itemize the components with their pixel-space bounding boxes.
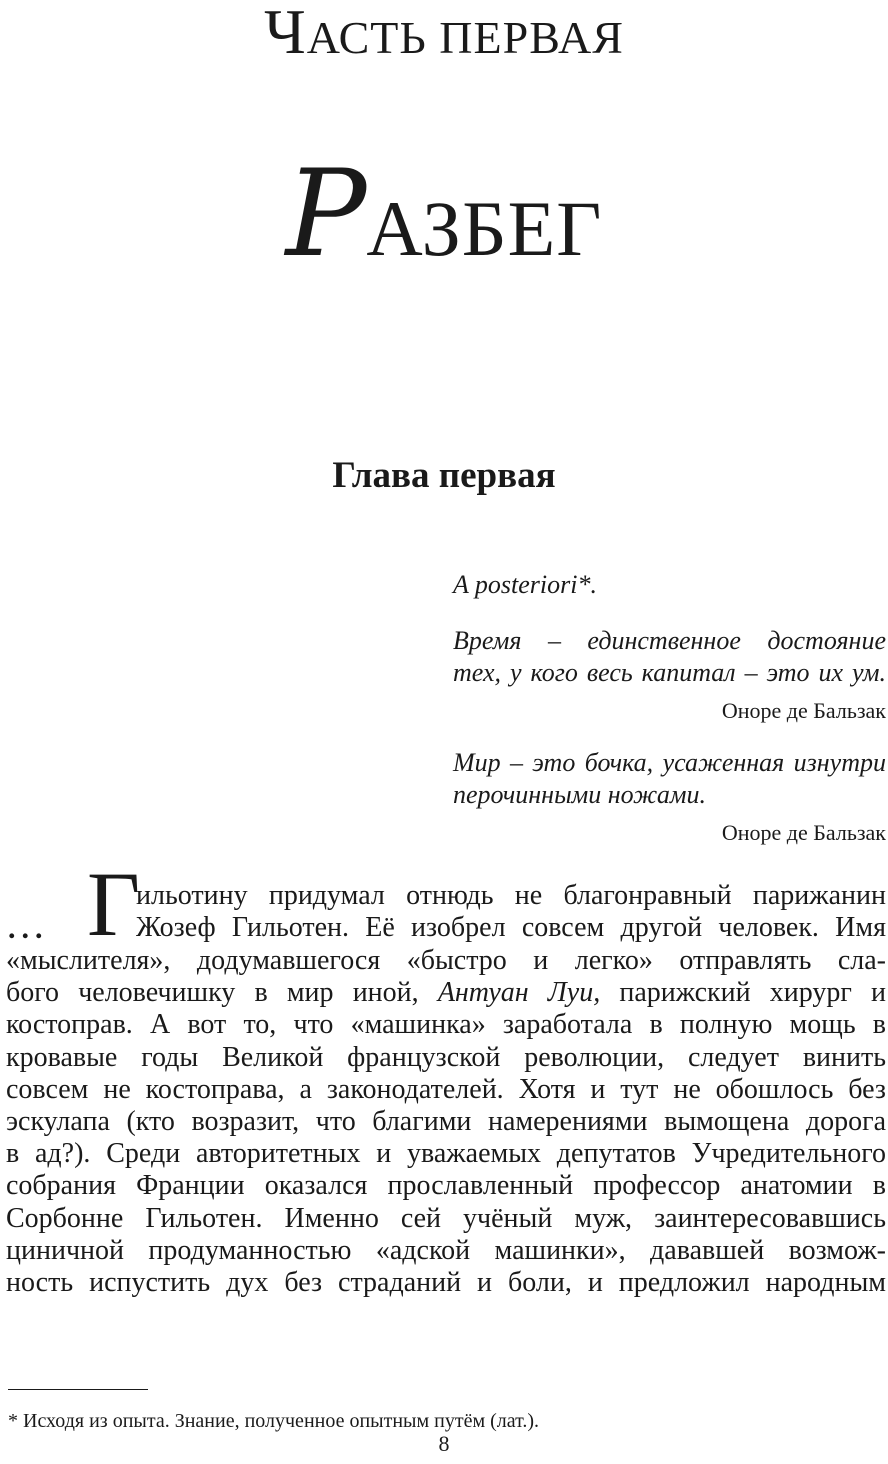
body-line: эскулапа (кто возразит, что благими намерениями вымощена дорога	[6, 1105, 886, 1137]
footnote: * Исходя из опыта. Знание, полученное опытным путём (лат.).	[8, 1410, 540, 1432]
body-line: ность испустить дух без страданий и боли, и предложил народным	[6, 1266, 886, 1298]
italic-name: Антуан Луи,	[437, 977, 601, 1009]
body-first-line	[136, 880, 886, 944]
part-title-rest: АСТЬ ПЕРВАЯ	[306, 12, 624, 63]
body-text	[6, 945, 886, 1299]
chapter-title: Глава первая	[332, 455, 556, 496]
body-line: кровавые годы Великой французской революции, следует винить	[6, 1041, 886, 1073]
epigraph-quote2-author: Оноре де Бальзак	[721, 820, 886, 845]
body-line: циничной продуманностью «адской машинки», дававшей возмож-	[6, 1234, 886, 1266]
epigraph-quote2-line1: Мир – это бочка, усаженная изнутри	[453, 748, 886, 777]
body-line-2: Жозеф Гильотен. Её изобрел совсем другой человек. Имя	[136, 912, 886, 944]
dropcap-letter: Г	[87, 853, 141, 955]
body-line-1: ильотину придумал отнюдь не благонравный парижанин	[136, 880, 886, 911]
epigraph-quote2-line2: перочинными ножами.	[453, 780, 706, 809]
epigraph-quote1-line2: тех, у кого весь капитал – это их ум.	[453, 658, 886, 687]
body-line: костоправ. А вот то, что «машинка» заработала в полную мощь в	[6, 1009, 886, 1041]
epigraph-quote1-author: Оноре де Бальзак	[721, 698, 886, 723]
epigraph-quote1-line1: Время – единственное достояние	[453, 626, 886, 655]
part-title-initial: Ч	[264, 0, 307, 67]
page-number: 8	[438, 1431, 450, 1456]
body-line: собрания Франции оказался прославленный профессор анатомии в	[6, 1170, 886, 1202]
epigraph-posteriori: A posteriori*.	[453, 570, 597, 599]
footnote-divider	[8, 1389, 148, 1390]
section-title-rest: АЗБЕГ	[366, 185, 603, 272]
dropcap-ellipsis: ...	[8, 912, 49, 945]
body-line: Сорбонне Гильотен. Именно сей учёный муж, заинтересовавшись	[6, 1202, 886, 1234]
body-line: в ад?). Среди авторитетных и уважаемых депутатов Учредительного	[6, 1138, 886, 1170]
body-line: бого человечишку в мир иной, Антуан Луи, парижский хирург и	[6, 977, 886, 1009]
body-line: «мыслителя», додумавшегося «быстро и легко» отправлять сла-	[6, 945, 886, 976]
body-line: совсем не костоправа, а законодателей. Хотя и тут не обошлось без	[6, 1073, 886, 1105]
part-title	[0, 0, 888, 70]
section-title-initial: Р	[285, 145, 367, 284]
section-title	[0, 145, 888, 306]
